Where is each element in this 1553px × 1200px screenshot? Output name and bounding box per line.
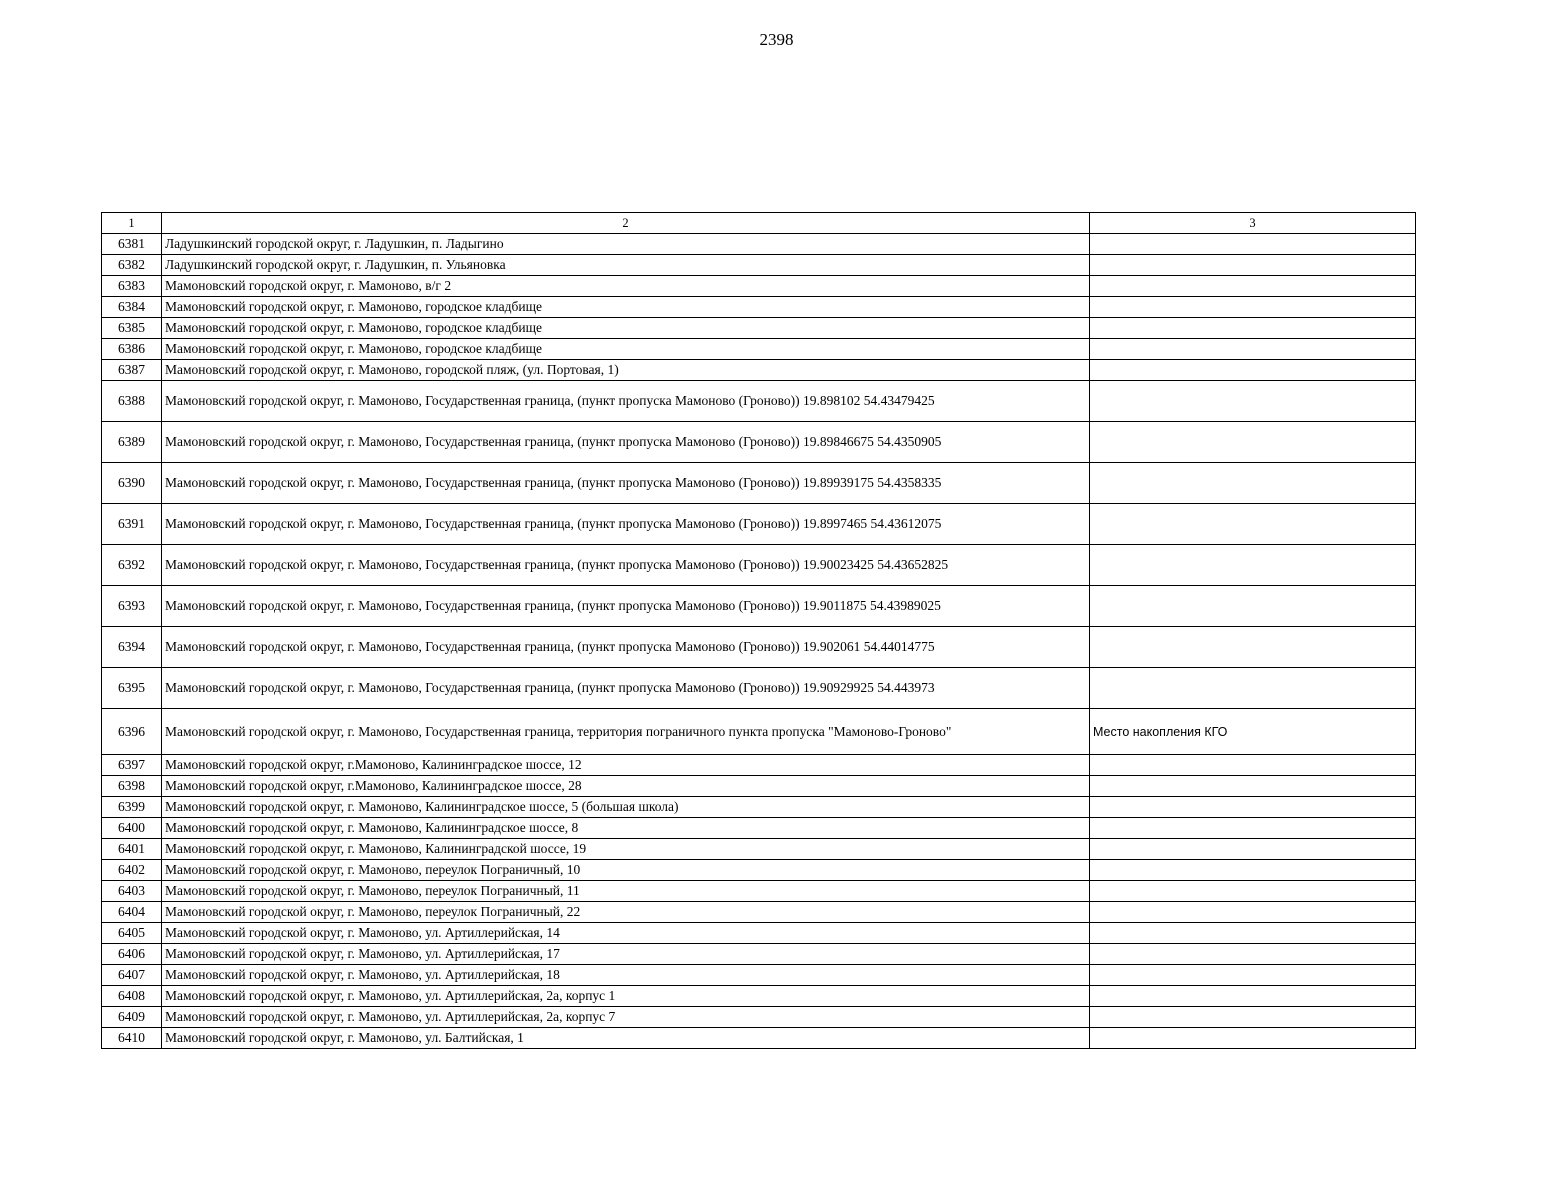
- address-cell: Мамоновский городской округ, г. Мамоново, ул. Артиллерийская, 17: [162, 944, 1090, 965]
- table-row: [102, 339, 1416, 360]
- address-cell: Мамоновский городской округ, г.Мамоново, Калининградское шоссе, 12: [162, 755, 1090, 776]
- row-number-cell: 6389: [102, 422, 162, 463]
- page-number: 2398: [759, 30, 794, 49]
- row-number-cell: 6386: [102, 339, 162, 360]
- address-cell: Мамоновский городской округ, г. Мамоново, городской пляж, (ул. Портовая, 1): [162, 360, 1090, 381]
- note-cell: [1090, 944, 1416, 965]
- table-row: [102, 776, 1416, 797]
- note-cell: [1090, 422, 1416, 463]
- row-number-cell: 6396: [102, 709, 162, 755]
- table-row: [102, 463, 1416, 504]
- note-cell: [1090, 297, 1416, 318]
- note-cell: [1090, 776, 1416, 797]
- address-cell: Мамоновский городской округ, г. Мамоново, в/г 2: [162, 276, 1090, 297]
- column-header-1: 1: [102, 213, 162, 234]
- note-cell: [1090, 860, 1416, 881]
- address-cell: Мамоновский городской округ, г. Мамоново, Калининградское шоссе, 8: [162, 818, 1090, 839]
- address-cell: Мамоновский городской округ, г. Мамоново, ул. Артиллерийская, 2а, корпус 7: [162, 1007, 1090, 1028]
- table-row: [102, 1007, 1416, 1028]
- address-cell: Мамоновский городской округ, г. Мамоново, Государственная граница, территория пограничного пункта пропуска "Мамоново-Гроново": [162, 709, 1090, 755]
- address-cell: Мамоновский городской округ, г. Мамоново, Государственная граница, (пункт пропуска Мамоново (Гроново)) 19.9011875 54.43989025: [162, 586, 1090, 627]
- address-cell: Мамоновский городской округ, г. Мамоново, Калининградской шоссе, 19: [162, 839, 1090, 860]
- table-row: [102, 923, 1416, 944]
- table-row: [102, 755, 1416, 776]
- address-cell: Мамоновский городской округ, г. Мамоново, ул. Балтийская, 1: [162, 1028, 1090, 1049]
- note-cell: [1090, 255, 1416, 276]
- row-number-cell: 6405: [102, 923, 162, 944]
- row-number-cell: 6403: [102, 881, 162, 902]
- note-cell: [1090, 668, 1416, 709]
- address-cell: Мамоновский городской округ, г. Мамоново, городское кладбище: [162, 339, 1090, 360]
- table-row: [102, 668, 1416, 709]
- column-header-2: 2: [162, 213, 1090, 234]
- row-number-cell: 6402: [102, 860, 162, 881]
- row-number-cell: 6404: [102, 902, 162, 923]
- table-row: [102, 360, 1416, 381]
- row-number-cell: 6392: [102, 545, 162, 586]
- table-row: [102, 586, 1416, 627]
- table-row: [102, 381, 1416, 422]
- note-cell: [1090, 797, 1416, 818]
- table-row: [102, 839, 1416, 860]
- note-cell: [1090, 902, 1416, 923]
- note-cell: [1090, 234, 1416, 255]
- row-number-cell: 6408: [102, 986, 162, 1007]
- note-cell: [1090, 965, 1416, 986]
- note-cell: Место накопления КГО: [1090, 709, 1416, 755]
- address-cell: Мамоновский городской округ, г. Мамоново, Государственная граница, (пункт пропуска Мамоново (Гроново)) 19.90929925 54.443973: [162, 668, 1090, 709]
- registry-table-body: [102, 213, 1416, 1049]
- note-cell: [1090, 381, 1416, 422]
- row-number-cell: 6406: [102, 944, 162, 965]
- row-number-cell: 6384: [102, 297, 162, 318]
- row-number-cell: 6388: [102, 381, 162, 422]
- row-number-cell: 6393: [102, 586, 162, 627]
- table-row: [102, 860, 1416, 881]
- table-row: [102, 797, 1416, 818]
- note-cell: [1090, 318, 1416, 339]
- row-number-cell: 6391: [102, 504, 162, 545]
- note-cell: [1090, 339, 1416, 360]
- note-cell: [1090, 360, 1416, 381]
- row-number-cell: 6410: [102, 1028, 162, 1049]
- row-number-cell: 6397: [102, 755, 162, 776]
- address-cell: Мамоновский городской округ, г. Мамоново, переулок Пограничный, 11: [162, 881, 1090, 902]
- row-number-cell: 6409: [102, 1007, 162, 1028]
- address-cell: Мамоновский городской округ, г. Мамоново, Государственная граница, (пункт пропуска Мамоново (Гроново)) 19.8997465 54.43612075: [162, 504, 1090, 545]
- table-row: [102, 545, 1416, 586]
- row-number-cell: 6407: [102, 965, 162, 986]
- table-row: [102, 504, 1416, 545]
- address-cell: Мамоновский городской округ, г. Мамоново, Государственная граница, (пункт пропуска Мамоново (Гроново)) 19.902061 54.44014775: [162, 627, 1090, 668]
- table-row: [102, 1028, 1416, 1049]
- table-row: [102, 297, 1416, 318]
- address-cell: Мамоновский городской округ, г. Мамоново, Государственная граница, (пункт пропуска Мамоново (Гроново)) 19.89939175 54.4358335: [162, 463, 1090, 504]
- row-number-cell: 6387: [102, 360, 162, 381]
- row-number-cell: 6381: [102, 234, 162, 255]
- address-cell: Мамоновский городской округ, г. Мамоново, городское кладбище: [162, 318, 1090, 339]
- note-cell: [1090, 586, 1416, 627]
- note-cell: [1090, 504, 1416, 545]
- row-number-cell: 6382: [102, 255, 162, 276]
- address-cell: Мамоновский городской округ, г. Мамоново, Калининградское шоссе, 5 (большая школа): [162, 797, 1090, 818]
- note-cell: [1090, 627, 1416, 668]
- note-cell: [1090, 923, 1416, 944]
- address-cell: Ладушкинский городской округ, г. Ладушкин, п. Ладыгино: [162, 234, 1090, 255]
- column-header-3: 3: [1090, 213, 1416, 234]
- address-cell: Мамоновский городской округ, г. Мамоново, Государственная граница, (пункт пропуска Мамоново (Гроново)) 19.898102 54.43479425: [162, 381, 1090, 422]
- note-cell: [1090, 986, 1416, 1007]
- note-cell: [1090, 276, 1416, 297]
- table-row: [102, 627, 1416, 668]
- note-cell: [1090, 881, 1416, 902]
- note-cell: [1090, 1028, 1416, 1049]
- address-cell: Мамоновский городской округ, г. Мамоново, ул. Артиллерийская, 2а, корпус 1: [162, 986, 1090, 1007]
- row-number-cell: 6385: [102, 318, 162, 339]
- table-row: [102, 255, 1416, 276]
- table-row: [102, 902, 1416, 923]
- row-number-cell: 6399: [102, 797, 162, 818]
- address-cell: Мамоновский городской округ, г. Мамоново, ул. Артиллерийская, 18: [162, 965, 1090, 986]
- table-row: [102, 318, 1416, 339]
- row-number-cell: 6395: [102, 668, 162, 709]
- table-row: [102, 234, 1416, 255]
- table-row: [102, 944, 1416, 965]
- address-cell: Ладушкинский городской округ, г. Ладушкин, п. Ульяновка: [162, 255, 1090, 276]
- row-number-cell: 6383: [102, 276, 162, 297]
- table-header-row: [102, 213, 1416, 234]
- note-cell: [1090, 1007, 1416, 1028]
- table-row: [102, 276, 1416, 297]
- row-number-cell: 6394: [102, 627, 162, 668]
- row-number-cell: 6400: [102, 818, 162, 839]
- row-number-cell: 6398: [102, 776, 162, 797]
- note-cell: [1090, 463, 1416, 504]
- address-cell: Мамоновский городской округ, г. Мамоново, Государственная граница, (пункт пропуска Мамоново (Гроново)) 19.90023425 54.43652825: [162, 545, 1090, 586]
- note-cell: [1090, 818, 1416, 839]
- table-row: [102, 709, 1416, 755]
- address-cell: Мамоновский городской округ, г. Мамоново, городское кладбище: [162, 297, 1090, 318]
- address-cell: Мамоновский городской округ, г. Мамоново, Государственная граница, (пункт пропуска Мамоново (Гроново)) 19.89846675 54.4350905: [162, 422, 1090, 463]
- table-row: [102, 986, 1416, 1007]
- table-row: [102, 422, 1416, 463]
- row-number-cell: 6390: [102, 463, 162, 504]
- note-cell: [1090, 755, 1416, 776]
- note-cell: [1090, 545, 1416, 586]
- table-row: [102, 818, 1416, 839]
- address-cell: Мамоновский городской округ, г. Мамоново, ул. Артиллерийская, 14: [162, 923, 1090, 944]
- table-row: [102, 965, 1416, 986]
- note-cell: [1090, 839, 1416, 860]
- address-cell: Мамоновский городской округ, г.Мамоново, Калининградское шоссе, 28: [162, 776, 1090, 797]
- registry-table: [101, 212, 1416, 1049]
- address-cell: Мамоновский городской округ, г. Мамоново, переулок Пограничный, 10: [162, 860, 1090, 881]
- address-cell: Мамоновский городской округ, г. Мамоново, переулок Пограничный, 22: [162, 902, 1090, 923]
- row-number-cell: 6401: [102, 839, 162, 860]
- table-row: [102, 881, 1416, 902]
